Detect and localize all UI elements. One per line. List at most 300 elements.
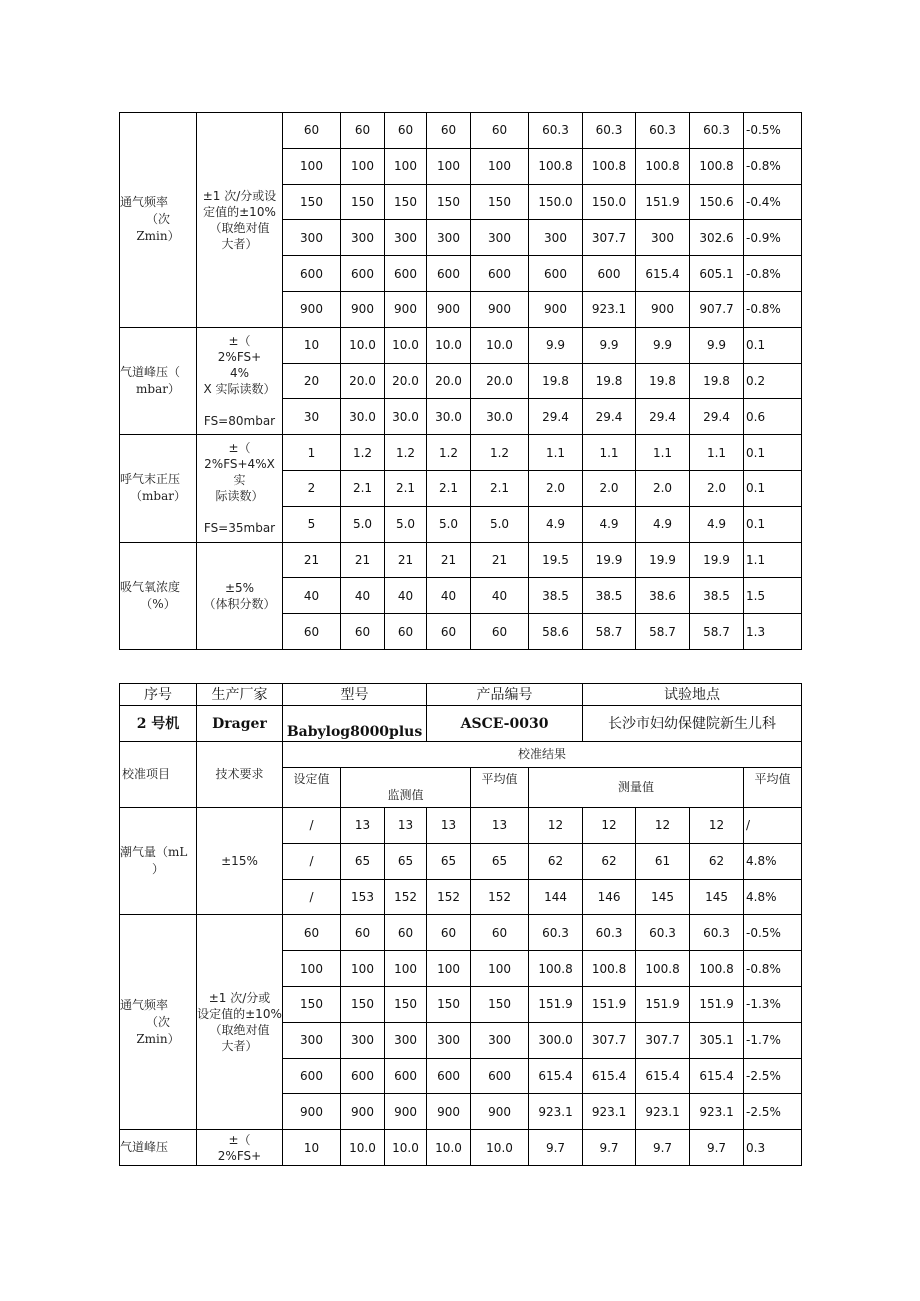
value-cell: 307.7	[636, 1022, 690, 1058]
value-cell: 100.8	[690, 951, 744, 987]
technical-requirement	[197, 435, 283, 542]
value-cell: 900	[341, 291, 385, 327]
value-cell: 151.9	[636, 986, 690, 1022]
value-cell: 9.7	[583, 1130, 636, 1166]
value-cell: 4.9	[583, 506, 636, 542]
error-cell: 0.2	[744, 363, 802, 399]
value-cell: 10.0	[341, 327, 385, 363]
value-cell: 153	[341, 879, 385, 915]
value-cell: 100	[341, 148, 385, 184]
technical-requirement-line: 定值的±10%	[203, 204, 276, 219]
value-cell: 900	[529, 291, 583, 327]
value-cell: 100.8	[636, 148, 690, 184]
monitor-average-label: 平均值	[471, 768, 529, 808]
value-cell: 300	[427, 1022, 471, 1058]
value-cell: 1.1	[529, 435, 583, 471]
value-cell: 5.0	[341, 506, 385, 542]
calibration-item	[120, 327, 197, 434]
header-maker-value: Drager	[197, 706, 283, 742]
value-cell: 150.6	[690, 184, 744, 220]
value-cell: 62	[690, 843, 744, 879]
value-cell: 5.0	[471, 506, 529, 542]
value-cell: 9.7	[636, 1130, 690, 1166]
calibration-item	[120, 113, 197, 328]
value-cell: 100	[385, 148, 427, 184]
calibration-item-line: 吸气氧浓度	[120, 579, 181, 594]
value-cell: 19.9	[583, 542, 636, 578]
value-cell: 20.0	[385, 363, 427, 399]
value-cell: 100	[471, 951, 529, 987]
value-cell: 60	[427, 113, 471, 149]
error-cell: -1.7%	[744, 1022, 802, 1058]
value-cell: 2.1	[385, 470, 427, 506]
value-cell: 150	[341, 184, 385, 220]
value-cell: 923.1	[583, 291, 636, 327]
calibration-item-line: ）	[151, 862, 164, 877]
technical-requirement-line: X 实际读数）	[203, 381, 276, 396]
value-cell: 13	[385, 808, 427, 844]
technical-requirement-line: ±15%	[221, 854, 258, 869]
value-cell: 600	[471, 256, 529, 292]
error-cell: 0.1	[744, 470, 802, 506]
technical-requirement-line: 设定值的±10%	[197, 1007, 282, 1022]
value-cell: 900	[385, 291, 427, 327]
table-row	[120, 113, 802, 149]
value-cell: 600	[427, 1058, 471, 1094]
value-cell: 923.1	[636, 1094, 690, 1130]
value-cell: 40	[471, 578, 529, 614]
header-value-row	[120, 706, 802, 742]
value-cell: 60	[385, 614, 427, 650]
value-cell: 100	[341, 951, 385, 987]
calibration-item-line: 呼气末正压	[120, 472, 181, 487]
technical-requirement-line: 大者）	[221, 1039, 258, 1054]
value-cell: 300	[385, 220, 427, 256]
value-cell: 300	[636, 220, 690, 256]
value-cell: 60	[385, 915, 427, 951]
value-cell: 900	[427, 291, 471, 327]
value-cell: 900	[471, 291, 529, 327]
value-cell: 12	[583, 808, 636, 844]
value-cell: 152	[427, 879, 471, 915]
technical-requirement	[197, 1130, 283, 1166]
error-cell: -1.3%	[744, 986, 802, 1022]
value-cell: 9.9	[529, 327, 583, 363]
value-cell: 5.0	[385, 506, 427, 542]
value-cell: 2.1	[471, 470, 529, 506]
value-cell: 150	[427, 986, 471, 1022]
value-cell: 151.9	[529, 986, 583, 1022]
set-value-cell: /	[283, 879, 341, 915]
header-label-row	[120, 684, 802, 706]
value-cell: 302.6	[690, 220, 744, 256]
value-cell: 100.8	[529, 148, 583, 184]
value-cell: 600	[427, 256, 471, 292]
value-cell: 30.0	[471, 399, 529, 435]
table-row	[120, 327, 802, 363]
calibration-item	[120, 435, 197, 542]
value-cell: 900	[341, 1094, 385, 1130]
value-cell: 58.7	[583, 614, 636, 650]
value-cell: 300	[341, 1022, 385, 1058]
value-cell: 300	[341, 220, 385, 256]
value-cell: 9.9	[636, 327, 690, 363]
value-cell: 615.4	[690, 1058, 744, 1094]
calibration-item	[120, 542, 197, 649]
value-cell: 38.5	[583, 578, 636, 614]
value-cell: 4.9	[529, 506, 583, 542]
technical-requirement-line: ±1 次/分或设	[202, 188, 277, 203]
result-title: 校准结果	[283, 742, 802, 768]
set-value-cell: 60	[283, 614, 341, 650]
value-cell: 1.2	[471, 435, 529, 471]
value-cell: 40	[341, 578, 385, 614]
calibration-item-line: （次	[145, 212, 170, 227]
value-cell: 4.9	[690, 506, 744, 542]
value-cell: 2.1	[427, 470, 471, 506]
set-value-cell: 150	[283, 986, 341, 1022]
set-value-cell: 60	[283, 113, 341, 149]
value-cell: 13	[471, 808, 529, 844]
value-cell: 60.3	[636, 113, 690, 149]
set-value-cell: 10	[283, 327, 341, 363]
calibration-item	[120, 1130, 197, 1166]
set-value-cell: 900	[283, 291, 341, 327]
value-cell: 145	[690, 879, 744, 915]
value-cell: 923.1	[529, 1094, 583, 1130]
value-cell: 923.1	[583, 1094, 636, 1130]
value-cell: 150.0	[583, 184, 636, 220]
value-cell: 900	[471, 1094, 529, 1130]
set-value-cell: 30	[283, 399, 341, 435]
table-row	[120, 915, 802, 951]
value-cell: 600	[341, 256, 385, 292]
value-cell: 100.8	[583, 951, 636, 987]
value-cell: 4.9	[636, 506, 690, 542]
monitor-value-label: 监测值	[341, 768, 471, 808]
error-cell: -0.8%	[744, 148, 802, 184]
value-cell: 152	[471, 879, 529, 915]
error-cell: -0.5%	[744, 113, 802, 149]
value-cell: 300	[529, 220, 583, 256]
value-cell: 2.0	[529, 470, 583, 506]
value-cell: 100.8	[529, 951, 583, 987]
error-cell: -0.4%	[744, 184, 802, 220]
value-cell: 65	[385, 843, 427, 879]
value-cell: 62	[529, 843, 583, 879]
error-cell: -0.9%	[744, 220, 802, 256]
value-cell: 907.7	[690, 291, 744, 327]
calibration-item-line: 气道峰压	[120, 1140, 169, 1155]
value-cell: 12	[690, 808, 744, 844]
error-cell: 4.8%	[744, 843, 802, 879]
value-cell: 1.2	[385, 435, 427, 471]
value-cell: 19.5	[529, 542, 583, 578]
value-cell: 900	[385, 1094, 427, 1130]
value-cell: 615.4	[636, 1058, 690, 1094]
measured-value-label: 测量值	[529, 768, 744, 808]
value-cell: 300	[427, 220, 471, 256]
result-title-row	[120, 742, 802, 768]
value-cell: 29.4	[636, 399, 690, 435]
table-row	[120, 542, 802, 578]
error-cell: 0.3	[744, 1130, 802, 1166]
value-cell: 100	[427, 148, 471, 184]
value-cell: 9.9	[583, 327, 636, 363]
value-cell: 60.3	[583, 915, 636, 951]
value-cell: 615.4	[636, 256, 690, 292]
value-cell: 300.0	[529, 1022, 583, 1058]
value-cell: 20.0	[427, 363, 471, 399]
error-cell: 1.3	[744, 614, 802, 650]
value-cell: 307.7	[583, 1022, 636, 1058]
header-maker-label: 生产厂家	[197, 684, 283, 706]
value-cell: 10.0	[471, 1130, 529, 1166]
measured-average-label: 平均值	[744, 768, 802, 808]
set-value-cell: 2	[283, 470, 341, 506]
value-cell: 19.9	[636, 542, 690, 578]
value-cell: 150	[341, 986, 385, 1022]
set-value-cell: 600	[283, 1058, 341, 1094]
value-cell: 100	[471, 148, 529, 184]
value-cell: 38.6	[636, 578, 690, 614]
error-cell: 1.1	[744, 542, 802, 578]
set-value-cell: 100	[283, 148, 341, 184]
table-row	[120, 808, 802, 844]
value-cell: 10.0	[427, 1130, 471, 1166]
error-cell: -0.8%	[744, 256, 802, 292]
error-cell: -2.5%	[744, 1058, 802, 1094]
technical-requirement-line: FS=80mbar	[203, 413, 276, 428]
set-value-label: 设定值	[283, 768, 341, 808]
value-cell: 60	[471, 614, 529, 650]
calibration-item-line: （%）	[140, 596, 176, 611]
value-cell: 10.0	[385, 1130, 427, 1166]
technical-requirement	[197, 542, 283, 649]
technical-requirement-line: 2%FS+4%X 实	[204, 457, 275, 488]
value-cell: 12	[529, 808, 583, 844]
set-value-cell: 5	[283, 506, 341, 542]
header-no-value: 2 号机	[120, 706, 197, 742]
value-cell: 21	[471, 542, 529, 578]
value-cell: 60	[385, 113, 427, 149]
value-cell: 9.7	[690, 1130, 744, 1166]
value-cell: 305.1	[690, 1022, 744, 1058]
calibration-item	[120, 808, 197, 915]
calibration-table-2	[119, 683, 802, 1166]
value-cell: 60	[427, 915, 471, 951]
table-row	[120, 1130, 802, 1166]
value-cell: 61	[636, 843, 690, 879]
set-value-cell: 21	[283, 542, 341, 578]
value-cell: 10.0	[471, 327, 529, 363]
value-cell: 19.8	[583, 363, 636, 399]
set-value-cell: 60	[283, 915, 341, 951]
table-2-body	[120, 808, 802, 1166]
header-model-value: Babylog8000plus	[283, 706, 427, 742]
value-cell: 100.8	[690, 148, 744, 184]
value-cell: 38.5	[529, 578, 583, 614]
value-cell: 2.0	[636, 470, 690, 506]
technical-requirement-line	[197, 397, 282, 413]
value-cell: 1.1	[636, 435, 690, 471]
error-cell: 0.1	[744, 327, 802, 363]
technical-requirement-line: （取绝对值	[209, 220, 270, 235]
value-cell: 65	[427, 843, 471, 879]
calibration-item	[120, 915, 197, 1130]
set-value-cell: 600	[283, 256, 341, 292]
value-cell: 60	[471, 113, 529, 149]
item-column-label: 校准项目	[120, 742, 197, 808]
header-site-label: 试验地点	[583, 684, 802, 706]
value-cell: 300	[385, 1022, 427, 1058]
value-cell: 30.0	[385, 399, 427, 435]
header-site-value: 长沙市妇幼保健院新生儿科	[583, 706, 802, 742]
calibration-item-line: （次	[145, 1014, 170, 1029]
value-cell: 600	[471, 1058, 529, 1094]
set-value-cell: /	[283, 808, 341, 844]
value-cell: 62	[583, 843, 636, 879]
value-cell: 151.9	[636, 184, 690, 220]
value-cell: 20.0	[471, 363, 529, 399]
calibration-item-line: 通气频率	[120, 195, 169, 210]
value-cell: 150	[385, 986, 427, 1022]
header-model-label: 型号	[283, 684, 427, 706]
value-cell: 300	[471, 220, 529, 256]
value-cell: 151.9	[583, 986, 636, 1022]
value-cell: 58.7	[636, 614, 690, 650]
value-cell: 65	[471, 843, 529, 879]
error-cell: -0.8%	[744, 951, 802, 987]
value-cell: 40	[385, 578, 427, 614]
technical-requirement-line: （体积分数）	[203, 596, 276, 611]
calibration-item-line: （mbar）	[130, 489, 186, 504]
set-value-cell: 1	[283, 435, 341, 471]
technical-requirement-line: 2%FS+	[217, 349, 262, 364]
header-no-label: 序号	[120, 684, 197, 706]
technical-requirement-line: （取绝对值	[209, 1023, 270, 1038]
value-cell: 58.7	[690, 614, 744, 650]
value-cell: 2.1	[341, 470, 385, 506]
value-cell: 60.3	[529, 915, 583, 951]
value-cell: 144	[529, 879, 583, 915]
calibration-item-line: 气道峰压（	[120, 364, 181, 379]
calibration-table-1	[119, 112, 802, 650]
value-cell: 1.1	[690, 435, 744, 471]
value-cell: 9.9	[690, 327, 744, 363]
value-cell: 150	[471, 986, 529, 1022]
technical-requirement-line	[197, 504, 282, 520]
error-cell: 0.1	[744, 506, 802, 542]
technical-requirement-line: FS=35mbar	[203, 521, 276, 536]
set-value-cell: 40	[283, 578, 341, 614]
value-cell: 900	[636, 291, 690, 327]
calibration-item-line: 潮气量（mL	[120, 845, 188, 860]
value-cell: 13	[341, 808, 385, 844]
value-cell: 150.0	[529, 184, 583, 220]
value-cell: 150	[427, 184, 471, 220]
value-cell: 600	[385, 1058, 427, 1094]
value-cell: 19.8	[690, 363, 744, 399]
value-cell: 13	[427, 808, 471, 844]
error-cell: -2.5%	[744, 1094, 802, 1130]
error-cell: -0.5%	[744, 915, 802, 951]
value-cell: 12	[636, 808, 690, 844]
set-value-cell: 300	[283, 1022, 341, 1058]
set-value-cell: /	[283, 843, 341, 879]
value-cell: 65	[341, 843, 385, 879]
value-cell: 10.0	[341, 1130, 385, 1166]
calibration-item-line: Zmin）	[136, 229, 180, 244]
technical-requirement	[197, 915, 283, 1130]
value-cell: 19.8	[636, 363, 690, 399]
value-cell: 29.4	[690, 399, 744, 435]
header-serial-value: ASCE-0030	[427, 706, 583, 742]
value-cell: 923.1	[690, 1094, 744, 1130]
value-cell: 145	[636, 879, 690, 915]
value-cell: 146	[583, 879, 636, 915]
value-cell: 29.4	[583, 399, 636, 435]
technical-requirement-line: ±5%	[224, 580, 255, 595]
value-cell: 21	[385, 542, 427, 578]
value-cell: 60	[341, 614, 385, 650]
value-cell: 600	[529, 256, 583, 292]
value-cell: 10.0	[385, 327, 427, 363]
set-value-cell: 100	[283, 951, 341, 987]
technical-requirement	[197, 808, 283, 915]
technical-requirement-line: 2%FS+	[217, 1148, 262, 1163]
calibration-item-line: mbar）	[136, 381, 180, 396]
value-cell: 151.9	[690, 986, 744, 1022]
calibration-item-line: 通气频率	[120, 997, 169, 1012]
set-value-cell: 10	[283, 1130, 341, 1166]
value-cell: 60.3	[690, 915, 744, 951]
value-cell: 300	[471, 1022, 529, 1058]
value-cell: 60.3	[529, 113, 583, 149]
technical-requirement-line: 大者）	[221, 236, 258, 251]
error-cell: 0.1	[744, 435, 802, 471]
error-cell: -0.8%	[744, 291, 802, 327]
value-cell: 60	[471, 915, 529, 951]
value-cell: 30.0	[427, 399, 471, 435]
table-row	[120, 435, 802, 471]
table-1-body	[120, 113, 802, 650]
set-value-cell: 900	[283, 1094, 341, 1130]
technical-requirement-line: ±（	[228, 441, 251, 456]
value-cell: 600	[385, 256, 427, 292]
error-cell: 0.6	[744, 399, 802, 435]
header-serial-label: 产品编号	[427, 684, 583, 706]
value-cell: 900	[427, 1094, 471, 1130]
value-cell: 19.9	[690, 542, 744, 578]
value-cell: 58.6	[529, 614, 583, 650]
value-cell: 307.7	[583, 220, 636, 256]
technical-requirement-line: ±（	[228, 1132, 251, 1147]
value-cell: 60	[341, 113, 385, 149]
technical-requirement	[197, 113, 283, 328]
technical-requirement-line: 4%	[229, 365, 250, 380]
value-cell: 5.0	[427, 506, 471, 542]
value-cell: 2.0	[583, 470, 636, 506]
value-cell: 605.1	[690, 256, 744, 292]
requirement-column-label: 技术要求	[197, 742, 283, 808]
error-cell: /	[744, 808, 802, 844]
error-cell: 1.5	[744, 578, 802, 614]
value-cell: 19.8	[529, 363, 583, 399]
value-cell: 100	[385, 951, 427, 987]
value-cell: 60	[427, 614, 471, 650]
value-cell: 150	[471, 184, 529, 220]
